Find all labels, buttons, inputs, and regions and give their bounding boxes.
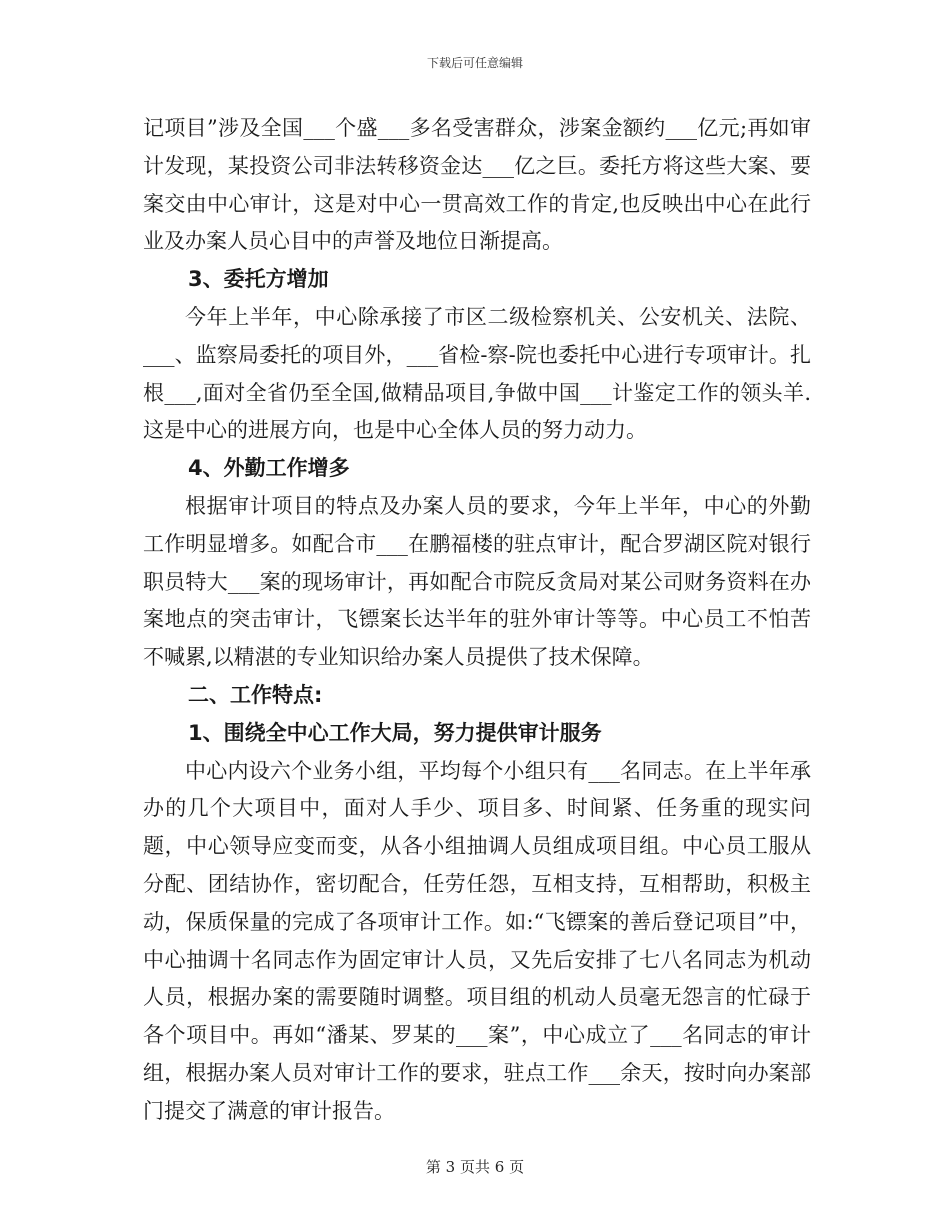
heading-fieldwork-increase: 4、外勤工作增多 xyxy=(188,456,350,481)
heading-work-features: 二、工作特点: xyxy=(188,682,323,707)
paragraph-fieldwork-increase: 根据审计项目的特点及办案人员的要求，今年上半年，中心的外勤工作明显增多。如配合市___在鹏福楼的驻点审计，配合罗湖区院对银行职员特大___案的现场审计，再如配合市院反贪局对某公司财务资料在办案地点的突击审计，飞镖案长达半年的驻外审计等等。中心员工不怕苦不喊累,以精湛的专业知识给办案人员提供了技术保障。 xyxy=(143,493,811,670)
heading-clients-increase: 3、委托方增加 xyxy=(188,267,329,292)
paragraph-case-scale: 记项目”涉及全国___个盛___多名受害群众，涉案金额约___亿元;再如审计发现，某投资公司非法转移资金达___亿之巨。委托方将这些大案、要案交由中心审计，这是对中心一贯高效工作的肯定,也反映出中心在此行业及办案人员心目中的声誉及地位日渐提高。 xyxy=(143,116,811,254)
paragraph-clients-increase: 今年上半年，中心除承接了市区二级检察机关、公安机关、法院、___、监察局委托的项目外，___省检-察-院也委托中心进行专项审计。扎根___,面对全省仍至全国,做精品项目,争做中国___计鉴定工作的领头羊.这是中心的进展方向，也是中心全体人员的努力动力。 xyxy=(143,304,811,443)
paragraph-audit-service: 中心内设六个业务小组，平均每个小组只有___名同志。在上半年承办的几个大项目中，面对人手少、项目多、时间紧、任务重的现实问题，中心领导应变而变，从各小组抽调人员组成项目组。中心员工服从分配、团结协作，密切配合，任劳任怨，互相支持，互相帮助，积极主动，保质保量的完成了各项审计工作。如:“飞镖案的善后登记项目”中，中心抽调十名同志作为固定审计人员，又先后安排了七八名同志为机动人员，根据办案的需要随时调整。项目组的机动人员毫无怨言的忙碌于各个项目中。再如“潘某、罗某的___案”，中心成立了___名同志的审计组，根据办案人员对审计工作的要求，驻点工作___余天，按时向办案部门提交了满意的审计报告。 xyxy=(143,758,811,1123)
page-header: 下载后可任意编辑 xyxy=(426,56,523,70)
document-body xyxy=(143,110,811,1131)
heading-audit-service: 1、围绕全中心工作大局，努力提供审计服务 xyxy=(188,720,602,745)
page-number: 第 3 页共 6 页 xyxy=(425,1158,525,1176)
